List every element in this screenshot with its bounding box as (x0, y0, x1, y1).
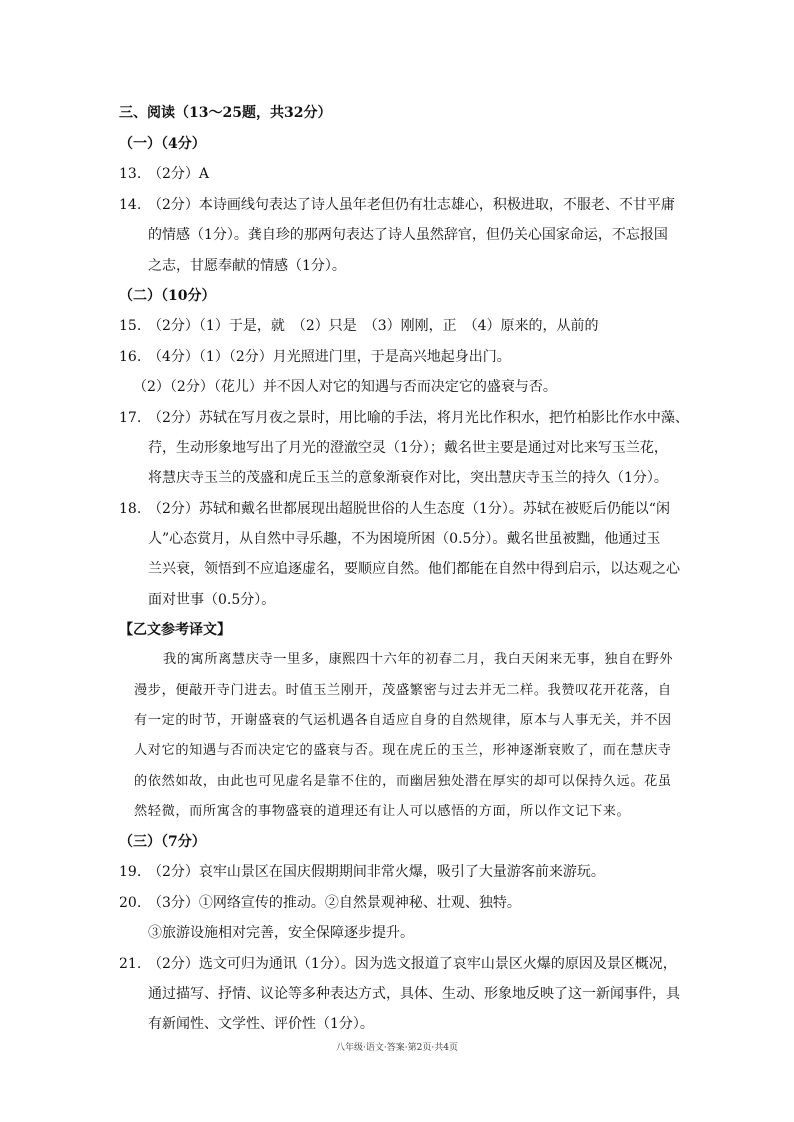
translation-line: 漫步，便敲开寺门进去。时值玉兰刚开，茂盛繁密与过去并无二样。我赞叹花开花落，自 (134, 683, 672, 698)
translation-title: 【乙文参考译文】 (119, 622, 231, 638)
part-heading-3: （三）（7分） (119, 834, 206, 850)
translation-line: 有一定的时节，开谢盛衰的气运机遇各自适应自身的自然规律，原本与人事无关，并不因 (134, 713, 672, 728)
answer-20: （3分）①网络宣传的推动。②自然景观神秘、壮观、独特。 (148, 895, 521, 911)
question-number-21: 21. (119, 956, 142, 972)
answer-16-sub2: （2）（2分）（花儿）并不因人对它的知遇与否而决定它的盛衰与否。 (133, 379, 557, 395)
question-number-20: 20. (119, 895, 142, 911)
answer-17-line: 将慧庆寺玉兰的茂盛和虎丘玉兰的意象渐衰作对比，突出慧庆寺玉兰的持久（1分）。 (148, 470, 668, 486)
question-number-15: 15. (119, 318, 142, 334)
translation-line: 我的寓所离慧庆寺一里多，康熙四十六年的初春二月，我白天闲来无事，独自在野外 (163, 652, 674, 667)
answer-17-line: 荇，生动形象地写出了月光的澄澈空灵（1分）；戴名世主要是通过对比来写玉兰花， (148, 440, 668, 456)
answer-14-line: 之志，甘愿奉献的情感（1分）。 (148, 258, 346, 274)
answer-14-line: 的情感（1分）。龚自珍的那两句表达了诗人虽然辞官，但仍关心国家命运，不忘报国 (148, 227, 668, 243)
answer-18-line: 人”心态赏月，从自然中寻乐趣，不为困境所困（0.5分）。戴名世虽被黜，他通过玉 (148, 531, 661, 547)
part-heading-2: （二）（10分） (119, 288, 216, 304)
answer-18-line: 兰兴衰，领悟到不应追逐虚名，要顺应自然。他们都能在自然中得到启示，以达观之心 (148, 561, 680, 577)
answer-17-line: （2分）苏轼在写月夜之景时，用比喻的手法，将月光比作积水，把竹柏影比作水中藻、 (148, 410, 689, 426)
answer-16: （4分）（1）（2分）月光照进门里，于是高兴地起身出门。 (148, 349, 511, 365)
part-heading-1: （一）（4分） (119, 136, 206, 152)
translation-line: 人对它的知遇与否而决定它的盛衰与否。现在虎丘的玉兰，形神逐渐衰败了，而在慧庆寺 (134, 743, 672, 758)
question-number-16: 16. (119, 349, 142, 365)
answer-14-line: （2分）本诗画线句表达了诗人虽年老但仍有壮志雄心，积极进取，不服老、不甘平庸 (148, 197, 675, 213)
answer-18-line: 面对世事（0.5分）。 (148, 592, 276, 608)
answer-21-line: 通过描写、抒情、议论等多种表达方式，具体、生动、形象地反映了这一新闻事件，具 (148, 986, 680, 1002)
question-number-18: 18. (119, 501, 142, 517)
section-title: 三、阅读（13～25题，共32分） (119, 105, 332, 121)
answer-15: （2分）（1）于是，就 （2）只是 （3）刚刚，正 （4）原来的，从前的 (148, 318, 599, 334)
question-number-14: 14. (119, 197, 142, 213)
answer-19: （2分）哀牢山景区在国庆假期期间非常火爆，吸引了大量游客前来游玩。 (148, 864, 605, 880)
question-number-19: 19. (119, 864, 142, 880)
page-footer: 八年级·语文·答案·第2页·共4页 (336, 1043, 458, 1053)
answer-20-line2: ③旅游设施相对完善，安全保障逐步提升。 (148, 925, 414, 941)
answer-21-line: 有新闻性、文学性、评价性（1分）。 (148, 1016, 374, 1032)
answer-13: （2分）A (148, 166, 210, 182)
question-number-13: 13. (119, 166, 142, 182)
translation-line: 然轻微，而所寓含的事物盛衰的道理还有让人可以感悟的方面，所以作文记下来。 (134, 804, 631, 819)
answer-21-line: （2分）选文可归为通讯（1分）。因为选文报道了哀牢山景区火爆的原因及景区概况， (148, 956, 677, 972)
question-number-17: 17. (119, 410, 142, 426)
answer-18-line: （2分）苏轼和戴名世都展现出超脱世俗的人生态度（1分）。苏轼在被贬后仍能以“闲 (148, 501, 670, 517)
translation-line: 的依然如故，由此也可见虚名是靠不住的，而幽居独处潜在厚实的却可以保持久远。花虽 (134, 774, 672, 789)
